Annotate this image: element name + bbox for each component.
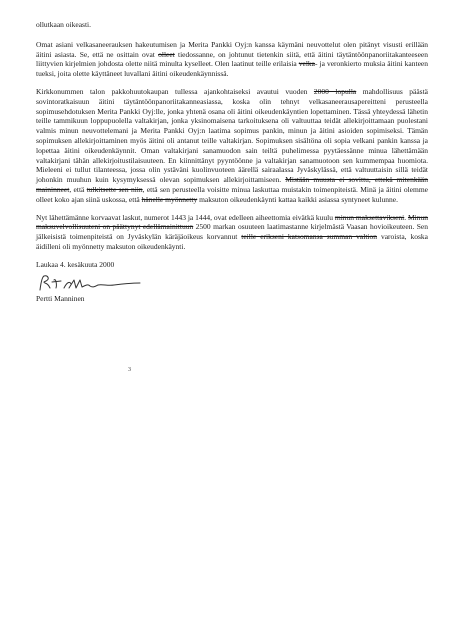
p3-struck-b: minun maksettavikseni	[334, 212, 405, 222]
p1-text-d: tiedossanne, on johtunut tietenkin siitä, että äitini täytäntöönpanoriitakanteeseen liittyvien kirjelmien johdosta olette niitä minulta kyselleet. Olen laatinut teille erilaisia	[36, 49, 428, 69]
p3-text-a: Nyt lähettämänne korvaavat laskut, numerot 1443 ja 1444, ovat edelleen aiheettomia eivätkä kuulu	[36, 212, 335, 222]
p2-struck-d: Mistään muusta ei sovittu, ettekä mitenkään maininneet	[36, 175, 429, 194]
paragraph-auction	[36, 87, 428, 205]
p1-text-f: - ja veronkierto muksia äitini kanteen tueksi, joita olette käyttäneet luvallani äitini oikeudenkäynnissä.	[36, 59, 428, 79]
p3-struck-d: Minun maksuvelvollisuuteni on päättynyt edellämainittuun	[36, 212, 429, 232]
date-line: Laukaa 4. kesäkuuta 2000	[36, 259, 115, 269]
p1-struck-c: olleet	[158, 49, 175, 59]
paragraph-invoices	[36, 213, 428, 252]
p2-text-i: maksuton oikeudenkäynti kattaa kaikki asiassa syntyneet kulunne.	[197, 194, 399, 204]
p1-text-b: velkasaneerauksen hakeutumisen ja Merita Pankki Oyj:n kanssa käymäni neuvottelut olen pitänyt visusti erillään äitini asiasta. Se, että ne osittain ovat	[36, 39, 428, 59]
handwritten-signature	[36, 272, 146, 294]
opening-line: ollutkaan oikeasti.	[36, 20, 91, 29]
p2-struck-f: tulkitsette sen niin	[86, 184, 143, 194]
p2-text-a: Kirkkonummen talon pakkohuutokaupan tullessa ajankohtaiseksi avautui vuoden	[36, 86, 314, 96]
p2-text-e: , että	[69, 184, 87, 194]
handwritten-date-mark: 3	[128, 367, 131, 373]
p3-text-e: 2500 markan osuuteen laatimastanne kirjelmästä Vaasan hovioikeuteen. Sen jälkeisistä toimenpiteistä on Jyväskylän käräjäoikeus korvannut	[36, 222, 428, 242]
p2-struck-h: hänelle myönnetty	[141, 194, 198, 204]
p2-text-c: mahdollisuus päästä sovintoratkaisuun äitini täytäntöönpanoriitakanneasiassa, koska olin tehnyt velkasaneerausapereitteni perusteella sopimusehdotuksen Merita Pankki Oyj:lle, jonka yhtenä osana oli äitini oikeudenkäyntien lopettaminen. Tässä yhteydessä lähetin teille tammikuun loppupuolella valtakirjan, jonka yksinomaisena tarkoituksena oli valtuuttaa teidät allekirjoittamaan puolestani valmis minun neuvottelemani ja Merita Pankki Oyj:n laatima sopimus pankin, minun ja äitini asioiden sopimiseksi. Tämän sopimuksen allekirjoittaminen myös äitini oli antanut teille valtakirjan. Sopimuksen sisältöna oli sopia velkani pankin kanssa ja lopettaa äitini oikeudenkäynnit. Oman valtakirjani sanamuodon sain teiltä puhelimessa pyytäessänne minua lähettämään valtakirjani tähän allekirjoitustilaisuuteen. En kiinnittänyt pyyntöönne ja valtakirjan sanamuotoon sen kummempaa huomiota. Mieleeni ei tullut tilanteessa, jossa olin ystäväni kuolinvuoteen äärellä sairaalassa Jyväskylässä, että valtuuttaisin sillä teidät johonkin muuhun kuin kysymyksessä olevan sopimuksen allekirjoittamiseen.	[36, 86, 428, 185]
p3-text-c: .	[404, 212, 408, 222]
p3-struck-f: teille erikseni katsomansa summan valtion	[241, 232, 377, 242]
paragraph-own-affairs	[36, 40, 428, 79]
sender-name: Pertti Manninen	[36, 293, 85, 303]
p1-text-a: Omat asiani	[36, 39, 77, 49]
p2-struck-b: 2000 lopulla	[313, 86, 357, 96]
p2-text-g: , että sen perusteella voisitte minua laskuttaa muistakin toimenpiteistä. Minä ja äitini olemme olleet koko ajan siinä uskossa, että	[36, 184, 429, 204]
p3-text-g: varoista, koska äidilleni oli myönnetty maksuton oikeudenkäynti.	[36, 232, 428, 251]
p1-struck-e: velka	[298, 59, 316, 69]
